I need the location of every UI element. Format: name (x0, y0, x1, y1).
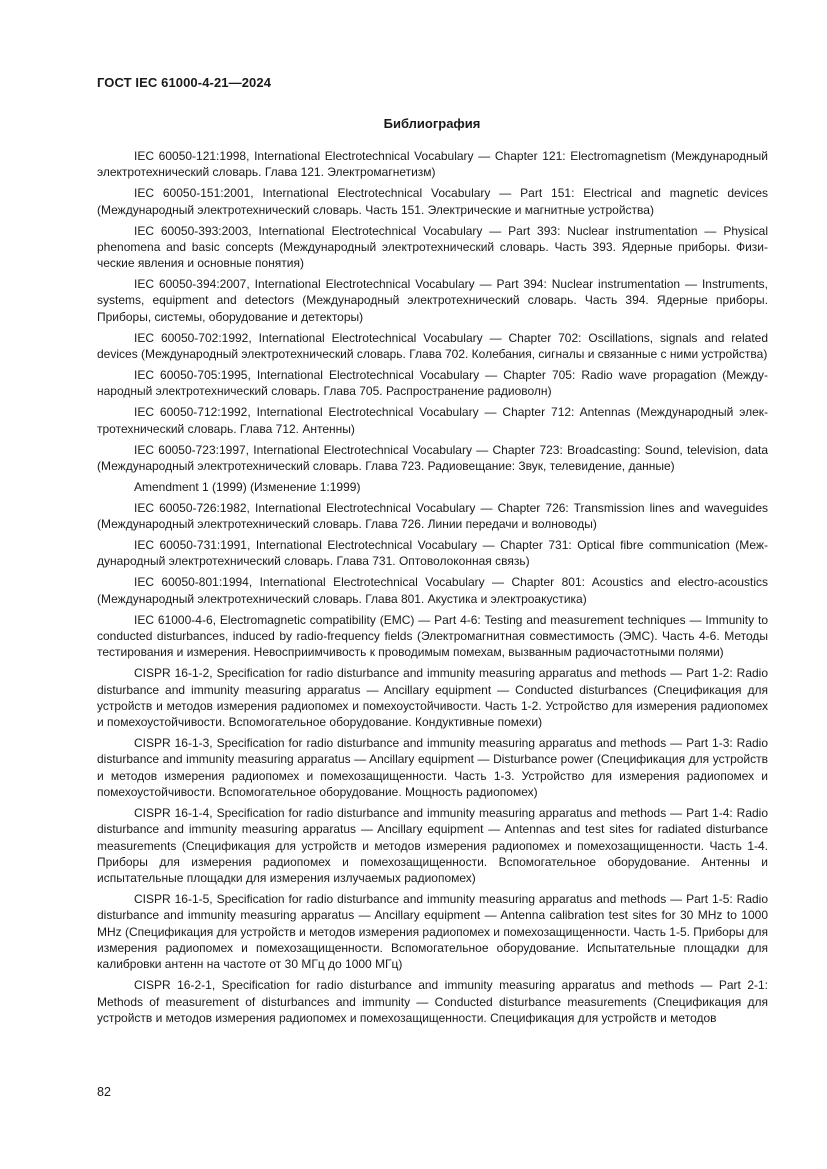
bibliography-entry: CISPR 16-1-4, Specification for radio disturbance and immunity measuring apparatus and methods — Part 1-4: Radio disturbance and immunity measuring apparatus — Ancillary equipment — Antennas and test sites for radiated disturbance measurements (Спецификация для устройств и методов измерения радиопомех и помехозащищенности. Часть 1-4. Приборы для измерения радиопомех и помехозащищенности. Вспомогательное оборудование. Антенны и испытательные площадки для измерения излучаемых радиопомех) (97, 806, 768, 886)
bibliography-entry: IEC 60050-726:1982, International Electrotechnical Vocabulary — Chapter 726: Transmission lines and waveguides (Международный электротехнический словарь. Глава 726. Линии передачи и волноводы) (97, 500, 768, 532)
bibliography-entry: IEC 60050-723:1997, International Electrotechnical Vocabulary — Chapter 723: Broadcasting: Sound, television, data (Международный электротехнический словарь. Глава 723. Радиовещание: Звук, телевидение, данные) (97, 442, 768, 473)
bibliography-entry: IEC 60050-702:1992, International Electrotechnical Vocabulary — Chapter 702: Oscillations, signals and related devices (Международный электротехнический словарь. Глава 702. Колебания, сигналы и связанные с ними устройства) (97, 330, 768, 362)
bibliography-entry: IEC 60050-151:2001, International Electrotechnical Vocabulary — Part 151: Electrical and magnetic devices (Международный электротехнический словарь. Часть 151. Электрические и магнитные устройства) (97, 186, 768, 217)
bibliography-entry: IEC 60050-731:1991, International Electrotechnical Vocabulary — Chapter 731: Optical fibre communication (Международный электротехнический словарь. Глава 731. Оптоволоконная связь) (97, 538, 768, 569)
page-number: 82 (97, 1085, 111, 1099)
bibliography-entry: IEC 60050-393:2003, International Electrotechnical Vocabulary — Part 393: Nuclear instrumentation — Physical phenomena and basic concepts (Международный электротехнический словарь. Часть 393. Ядерные приборы. Физические явления и основные понятия) (97, 223, 768, 271)
bibliography-entry: IEC 60050-712:1992, International Electrotechnical Vocabulary — Chapter 712: Antennas (Международный электротехнический словарь. Глава 712. Антенны) (97, 405, 768, 436)
bibliography-entry: CISPR 16-1-5, Specification for radio disturbance and immunity measuring apparatus and methods — Part 1-5: Radio disturbance and immunity measuring apparatus — Ancillary equipment — Antenna calibration test sites for 30 MHz to 1000 MHz (Спецификация для устройств и методов измерения радиопомех и помехозащищенности. Часть 1-5. Приборы для измерения радиопомех и помехозащищенности. Вспомогательное оборудование. Испытательные площадки для калибровки антенн на частоте от 30 МГц до 1000 МГц) (97, 892, 768, 972)
bibliography-entry: IEC 60050-705:1995, International Electrotechnical Vocabulary — Chapter 705: Radio wave propagation (Международный электротехнический словарь. Глава 705. Распространение радиоволн) (97, 368, 768, 399)
bibliography-entry: IEC 60050-121:1998, International Electrotechnical Vocabulary — Chapter 121: Electromagnetism (Международный электротехнический словарь. Глава 121. Электромагнетизм) (97, 149, 768, 180)
bibliography-entry: IEC 60050-801:1994, International Electrotechnical Vocabulary — Chapter 801: Acoustics and electro-acoustics (Международный электротехнический словарь. Глава 801. Акустика и электроакустика) (97, 575, 768, 606)
bibliography-list (97, 148, 768, 1031)
section-title: Библиография (383, 116, 481, 131)
document-header: ГОСТ IEC 61000-4-21—2024 (97, 75, 272, 90)
bibliography-entry: CISPR 16-1-2, Specification for radio disturbance and immunity measuring apparatus and methods — Part 1-2: Radio disturbance and immunity measuring apparatus — Ancillary equipment — Conducted disturbances (Спецификация для устройств и методов измерения радиопомех и помехоустойчивости. Часть 1-2. Устройство для измерения радиопомех и помехоустойчивости. Вспомогательное оборудование. Кондуктивные помехи) (97, 666, 768, 730)
bibliography-entry: CISPR 16-1-3, Specification for radio disturbance and immunity measuring apparatus and methods — Part 1-3: Radio disturbance and immunity measuring apparatus — Ancillary equipment — Disturbance power (Спецификация для устройств и методов измерения радиопомех и помехозащищенности. Часть 1-3. Устройство для измерения радиопомех и помехоустойчивости. Вспомогательное оборудование. Мощность радиопомех) (97, 736, 768, 800)
bibliography-entry: IEC 61000-4-6, Electromagnetic compatibility (EMC) — Part 4-6: Testing and measurement techniques — Immunity to conducted disturbances, induced by radio-frequency fields (Электромагнитная совместимость (ЭМС). Часть 4-6. Методы тестирования и измерения. Невосприимчивость к проводимым помехам, вызванным радиочастотными полями) (97, 612, 768, 660)
bibliography-entry: CISPR 16-2-1, Specification for radio disturbance and immunity measuring apparatus and methods — Part 2-1: Methods of measurement of disturbances and immunity — Conducted disturbance measurements (Спецификация для устройств и методов измерения радиопомех и помехозащищенности. Спецификация для устройств и методов (97, 978, 768, 1025)
bibliography-entry: Amendment 1 (1999) (Изменение 1:1999) (134, 479, 361, 494)
bibliography-entry: IEC 60050-394:2007, International Electrotechnical Vocabulary — Part 394: Nuclear instrumentation — Instruments, systems, equipment and detectors (Международный электротехнический словарь. Часть 394. Ядерные приборы. Приборы, системы, оборудование и детекторы) (97, 277, 768, 324)
